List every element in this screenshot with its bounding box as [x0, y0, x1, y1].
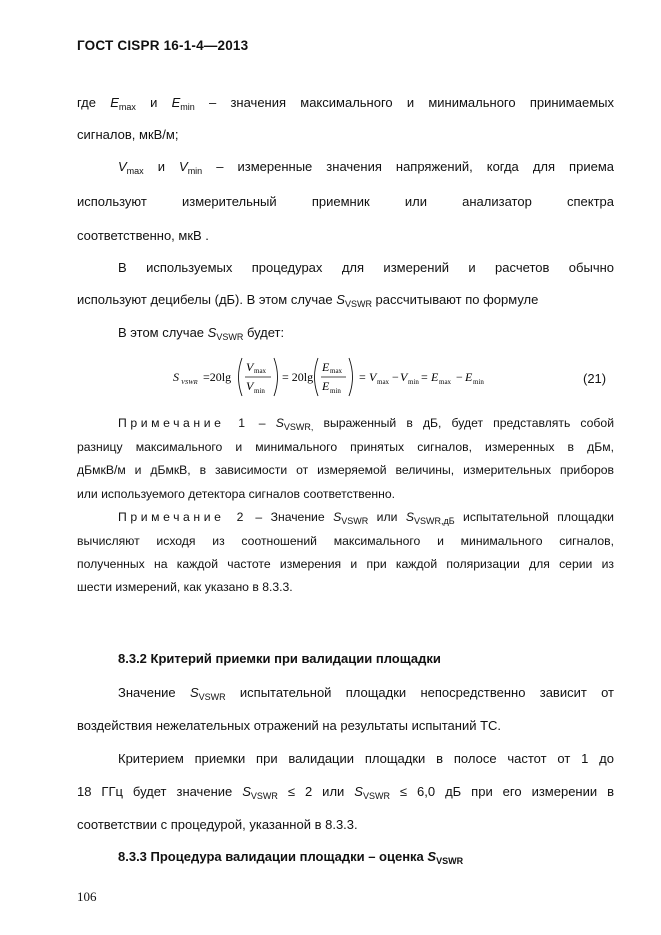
left-paren: [315, 358, 319, 396]
formula-e: E: [431, 370, 439, 384]
formula-number: (21): [583, 371, 607, 386]
section-8-3-2-p1-line1: Значение $S_{VSWR}$ испытательной площадки непосредственно зависит от: [118, 685, 615, 702]
section-8-3-2-heading: 8.3.2 Критерий приемки при валидации площадки: [118, 651, 441, 666]
left-paren: [239, 358, 243, 396]
formula-eq1: =20lg: [203, 370, 232, 384]
paragraph-voltage-line2: используют измерительный приемник или анализатор спектра: [77, 194, 614, 209]
formula-emax-sub: max: [330, 367, 343, 375]
formula-vmax-v: V: [246, 360, 254, 374]
formula-eq2: = 20lg: [282, 370, 314, 384]
note1-line2: разницу максимального и минимального принятых сигналов, измеренных в дБм,: [77, 440, 614, 454]
paragraph-decibels-line2: используют децибелы (дБ). В этом случае $S_{VSWR}$ рассчитывают по формуле: [77, 292, 539, 309]
note2-line3: полученных на каждой частоте измерения и при каждой поляризации для серии из: [77, 557, 614, 571]
paragraph-voltage-line1: $V_{max}$ и $V_{min}$ – измеренные значения напряжений, когда для приема: [118, 159, 614, 176]
formula-eq3: =: [359, 370, 366, 384]
formula-vmin-v: V: [246, 379, 254, 393]
formula-minus: −: [392, 370, 399, 384]
section-8-3-2-p2-line3: соответствии с процедурой, указанной в 8.3.3.: [77, 817, 358, 832]
formula-e-min-sub: min: [473, 378, 484, 386]
note2-line1: Примечание 2 – Значение $S_{VSWR}$ или $S_{VSWR,дБ}$ испытательной площадки: [118, 510, 614, 526]
formula-e: E: [465, 370, 473, 384]
paragraph-this-case: В этом случае $S_{VSWR}$ будет:: [118, 325, 285, 342]
formula-v: V: [400, 370, 408, 384]
note1-line4: или используемого детектора сигналов соответственно.: [77, 487, 396, 501]
formula-v-min-sub: min: [408, 378, 419, 386]
note2-line4: шести измерений, как указано в 8.3.3.: [77, 580, 293, 594]
formula-vmax-sub: max: [254, 367, 267, 375]
right-paren: [349, 358, 353, 396]
formula-eq3: =: [421, 370, 428, 384]
note1-line3: дБмкВ/м и дБмкВ, в зависимости от измеряемой величины, измерительных приборов: [77, 463, 614, 477]
section-8-3-2-p2-line2: 18 ГГц будет значение $S_{VSWR} \le 2$ или $S_{VSWR} \le 6,0$ дБ при его измерении в: [77, 784, 615, 801]
right-paren: [274, 358, 278, 396]
formula-v-max-sub: max: [377, 378, 390, 386]
section-8-3-3-heading: 8.3.3 Процедура валидации площадки – оценка $S_{VSWR}$: [118, 849, 464, 866]
document-header: ГОСТ CISPR 16-1-4—2013: [77, 38, 249, 53]
formula-lhs-sub: VSWR: [181, 379, 198, 386]
paragraph-where-line1: где $E_{max}$ и $E_{min}$ – значения максимального и минимального принимаемых: [77, 95, 614, 112]
note1-line1: Примечание $1 - S_{VSWR,}$ выраженный в дБ, будет представлять собой: [118, 416, 615, 432]
formula-21: [173, 354, 493, 400]
page-number: 106: [77, 889, 97, 904]
section-8-3-2-p2-line1: Критерием приемки при валидации площадки в полосе частот от 1 до: [118, 751, 614, 766]
formula-minus: −: [456, 370, 463, 384]
formula-e-max-sub: max: [439, 378, 452, 386]
note2-line2: вычисляют исходя из соотношений максимального и минимального сигналов,: [77, 534, 614, 548]
formula-lhs: S: [173, 370, 179, 384]
formula-emin-e: E: [322, 379, 330, 393]
formula-emax-e: E: [322, 360, 330, 374]
paragraph-where-line2: сигналов, мкВ/м;: [77, 127, 179, 142]
formula-vmin-sub: min: [254, 387, 265, 395]
formula-emin-sub: min: [330, 387, 341, 395]
paragraph-voltage-line3: соответственно, мкВ .: [77, 228, 209, 243]
formula-v: V: [369, 370, 377, 384]
paragraph-decibels-line1: В используемых процедурах для измерений и расчетов обычно: [118, 260, 614, 275]
section-8-3-2-p1-line2: воздействия нежелательных отражений на результаты испытаний ТС.: [77, 718, 502, 733]
